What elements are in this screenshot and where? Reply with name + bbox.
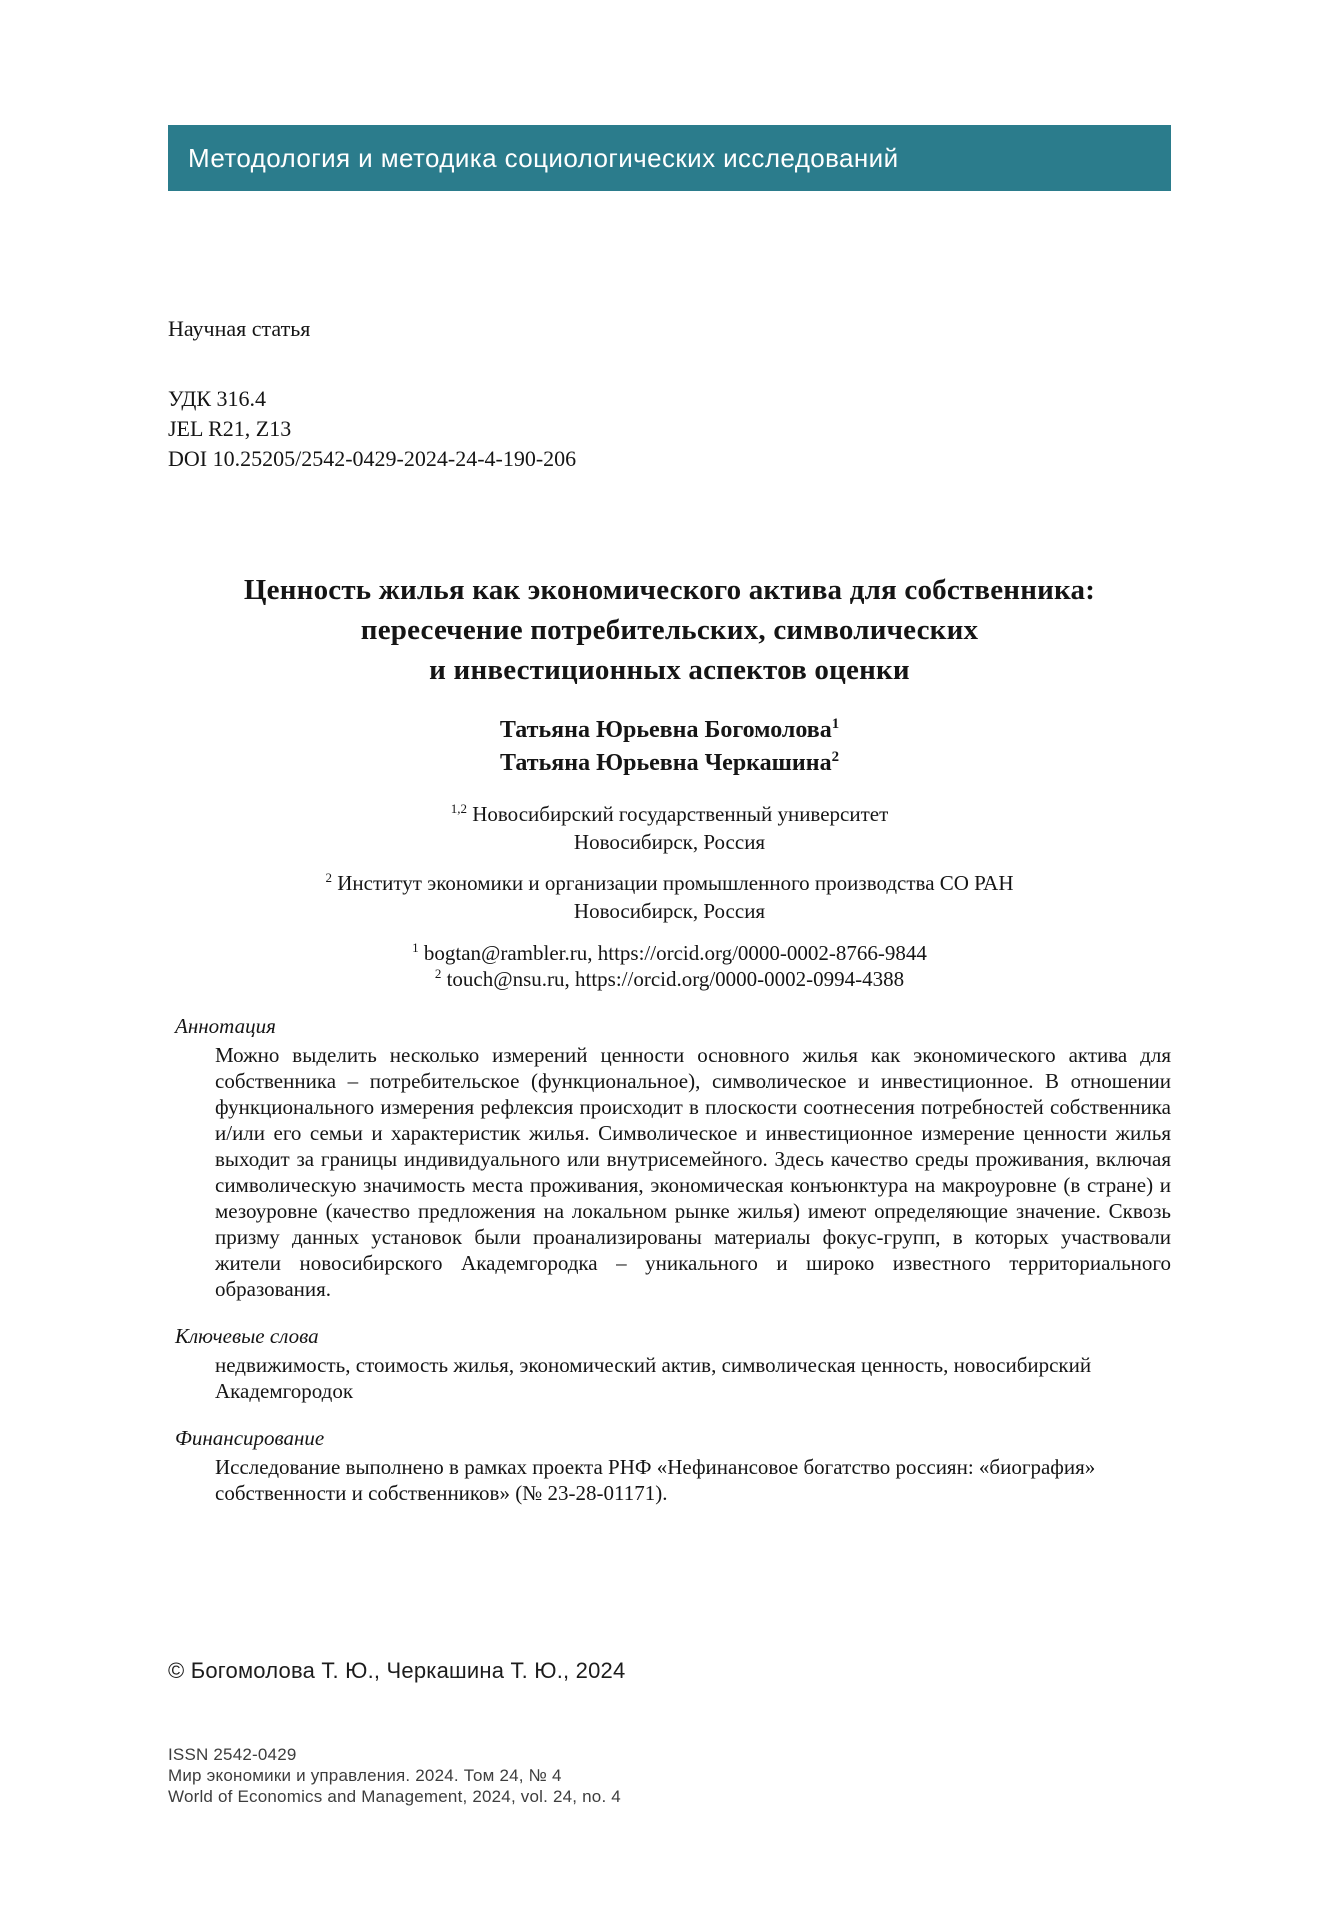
page-footer xyxy=(168,1744,1171,1807)
contact-marker: 1 xyxy=(412,940,419,955)
abstract-text: Можно выделить несколько измерений ценности основного жилья как экономического актива для собственника – потребительское (функциональное), символическое и инвестиционное. В отношении функционального измерения рефлексия происходит в плоскости соотнесения потребностей собственника и/или его семьи и характеристик жилья. Символическое и инвестиционное измерение ценности жилья выходит за границы индивидуального или внутрисемейного. Здесь качество среды проживания, включая символическую значимость места проживания, экономическая конъюнктура на макроуровне (в стране) и мезоуровне (качество предложения на локальном рынке жилья) имеют определяющие значение. Сквозь призму данных установок были проанализированы материалы фокус-групп, в которых участвовали жители новосибирского Академгородка – уникального и широко известного территориального образования. xyxy=(215,1043,1171,1301)
udc-line: УДК 316.4 xyxy=(168,386,267,411)
affiliation-marker: 2 xyxy=(325,870,332,885)
affiliation-city-line: Новосибирск, Россия xyxy=(573,899,766,923)
issn-line: ISSN 2542-0429 xyxy=(168,1745,297,1764)
section-category-banner xyxy=(168,125,1171,191)
authors-block xyxy=(168,714,1171,780)
journal-ru-line: Мир экономики и управления. 2024. Том 24, № 4 xyxy=(168,1766,562,1785)
section-category-label: Методология и методика социологических исследований xyxy=(188,142,899,173)
affiliation xyxy=(168,869,1171,925)
keywords-heading: Ключевые слова xyxy=(175,1324,319,1348)
page-content xyxy=(168,0,1171,1807)
contact-marker: 2 xyxy=(434,966,442,981)
keywords-text: недвижимость, стоимость жилья, экономический актив, символическая ценность, новосибирский Академгородок xyxy=(215,1353,1092,1403)
contacts-block xyxy=(168,940,1171,992)
doi-line: DOI 10.25205/2542-0429-2024-24-4-190-206 xyxy=(168,446,577,471)
article-meta-block xyxy=(168,384,1171,474)
article-type-label: Научная статья xyxy=(168,316,311,341)
journal-en-line: World of Economics and Management, 2024, vol. 24, no. 4 xyxy=(168,1787,621,1806)
abstract-section xyxy=(168,1014,1171,1302)
funding-heading: Финансирование xyxy=(175,1426,325,1450)
funding-text: Исследование выполнено в рамках проекта РНФ «Нефинансовое богатство россиян: «биография» собственности и собственников» (№ 23-28-01171). xyxy=(215,1455,1096,1505)
affiliation-name-line: $^2$ Институт экономики и организации промышленного производства СО РАН xyxy=(325,870,1014,895)
contact-line: $^2$ touch@nsu.ru, https://orcid.org/0000-0002-0994-4388 xyxy=(434,966,905,991)
article-title xyxy=(168,570,1171,690)
author-affiliation-marker: 1 xyxy=(831,716,840,732)
article-title-line: Ценность жилья как экономического актива для собственника: xyxy=(243,574,1096,606)
abstract-heading: Аннотация xyxy=(175,1014,276,1038)
affiliation-marker: 1,2 xyxy=(450,801,467,816)
contact-line: $^1$ bogtan@rambler.ru, https://orcid.org/0000-0002-8766-9844 xyxy=(412,940,927,965)
article-title-line: пересечение потребительских, символических xyxy=(360,614,979,646)
author-name: Татьяна Юрьевна Богомолова$^1$ xyxy=(499,716,840,743)
affiliation-city-line: Новосибирск, Россия xyxy=(573,830,766,854)
author-affiliation-marker: 2 xyxy=(831,749,840,765)
copyright-line: © Богомолова Т. Ю., Черкашина Т. Ю., 2024 xyxy=(168,1658,626,1683)
author-name: Татьяна Юрьевна Черкашина$^2$ xyxy=(499,749,840,776)
jel-line: JEL R21, Z13 xyxy=(168,416,292,441)
article-title-line: и инвестиционных аспектов оценки xyxy=(429,654,910,686)
funding-section xyxy=(168,1426,1171,1506)
keywords-section xyxy=(168,1324,1171,1404)
affiliation xyxy=(168,800,1171,856)
affiliation-name-line: $^{1,2}$ Новосибирский государственный университет xyxy=(450,801,889,826)
